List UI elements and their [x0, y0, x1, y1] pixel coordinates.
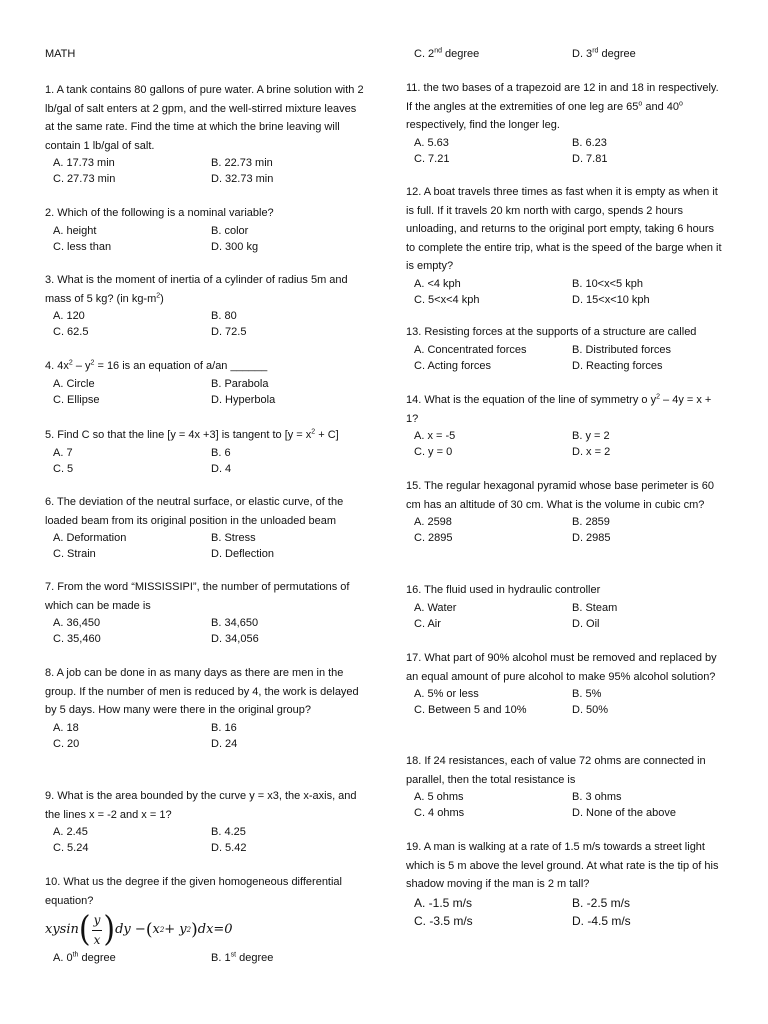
option-b[interactable]: B. 22.73 min	[211, 157, 273, 169]
option-d[interactable]: D. -4.5 m/s	[572, 913, 631, 928]
option-c[interactable]: C. 7.21	[414, 152, 450, 165]
option-d[interactable]: D. Oil	[572, 617, 600, 630]
option-b[interactable]: B. 5%	[572, 688, 602, 700]
question-1	[45, 81, 365, 187]
option-c[interactable]: C. 5	[53, 462, 74, 475]
option-a[interactable]: A. 5% or less	[414, 688, 479, 700]
option-a[interactable]: A. Deformation	[53, 532, 127, 544]
question-8-options	[45, 720, 365, 752]
question-9-options	[45, 824, 365, 856]
option-a[interactable]: A. 5 ohms	[414, 791, 464, 803]
option-d[interactable]: D. 34,056	[211, 633, 259, 645]
question-15-options	[406, 514, 726, 546]
question-10-continued	[406, 46, 726, 62]
question-19-stem: 19. A man is walking at a rate of 1.5 m/s towards a street light which is 5 m above the level ground. At what rate is the tip of his shadow moving if the man is 2 m tall?	[406, 841, 719, 890]
option-c[interactable]: C. y = 0	[414, 446, 453, 458]
question-8	[45, 664, 365, 752]
question-2	[45, 204, 365, 255]
page-heading: MATH	[45, 48, 76, 60]
question-3-options	[45, 308, 365, 340]
option-c[interactable]: C. 62.5	[53, 326, 89, 338]
option-d[interactable]: D. 4	[211, 462, 232, 475]
option-b[interactable]: B. 1st degree	[211, 951, 274, 964]
option-c[interactable]: C. Ellipse	[53, 393, 100, 406]
question-15-stem: 15. The regular hexagonal pyramid whose base perimeter is 60 cm has an altitude of 30 cm. What is the volume in cubic cm?	[406, 480, 714, 511]
option-c[interactable]: C. 4 ohms	[414, 807, 465, 819]
question-6-stem: 6. The deviation of the neutral surface, or elastic curve, of the loaded beam from its original position in the unloaded beam	[45, 496, 344, 527]
question-17-stem: 17. What part of 90% alcohol must be removed and replaced by an equal amount of pure alcohol to make 95% alcohol solution?	[406, 652, 717, 683]
question-17	[406, 649, 726, 718]
option-a[interactable]: A. 18	[53, 721, 79, 734]
option-b[interactable]: B. Parabola	[211, 377, 269, 390]
question-8-stem: 8. A job can be done in as many days as there are men in the group. If the number of men is reduced by 4, the work is delayed by 5 days. How many were there in the original group?	[45, 667, 359, 716]
question-9	[45, 787, 365, 856]
option-c[interactable]: C. 5.24	[53, 842, 89, 854]
option-a[interactable]: A. Circle	[53, 377, 95, 390]
option-a[interactable]: A. <4 kph	[414, 277, 461, 290]
option-b[interactable]: B. 10<x<5 kph	[572, 277, 643, 290]
option-d[interactable]: D. 7.81	[572, 152, 608, 165]
option-d[interactable]: D. 32.73 min	[211, 173, 274, 185]
option-a[interactable]: A. 2.45	[53, 826, 88, 838]
option-d[interactable]: D. 15<x<10 kph	[572, 293, 650, 306]
question-4-stem: 4. $4x^2 - y^2 = 16$ is an equation of a/an ______	[45, 359, 268, 372]
option-c[interactable]: C. Air	[414, 617, 441, 630]
option-d[interactable]: D. 50%	[572, 704, 609, 716]
question-14-options	[406, 428, 726, 460]
question-14-stem: 14. What is the equation of the line of symmetry o $y^2 - 4y = x + 1$?	[406, 393, 712, 425]
question-12-options	[406, 276, 726, 308]
question-3-stem: 3. What is the moment of inertia of a cylinder of radius 5m and mass of 5 kg? (in $kg-m^2$)	[45, 274, 348, 305]
option-d[interactable]: D. 2985	[572, 532, 611, 544]
question-11-options	[406, 135, 726, 167]
question-7-stem: 7. From the word “MISSISSIPI”, the number of permutations of which can be made is	[45, 581, 350, 612]
question-6-options	[45, 530, 365, 562]
question-5-stem: 5. Find C so that the line [y = 4x +3] is tangent to $[y = x^2 + C]$	[45, 428, 339, 441]
option-b[interactable]: B. 6	[211, 446, 231, 459]
option-d[interactable]: D. None of the above	[572, 807, 676, 819]
option-b[interactable]: B. 34,650	[211, 617, 259, 629]
option-c[interactable]: C. Acting forces	[414, 359, 492, 372]
question-10-options-cd	[406, 46, 726, 62]
question-16	[406, 581, 726, 632]
question-1-stem: 1. A tank contains 80 gallons of pure water. A brine solution with 2 lb/gal of salt enters at 2 gpm, and the well-stirred mixture leaves at the same rate. Find the time at which the brine leaving will contain 1 lb/gal of salt.	[45, 84, 364, 152]
question-10-options-ab	[45, 950, 365, 966]
option-a[interactable]: A. Water	[414, 601, 457, 614]
option-a[interactable]: A. Concentrated forces	[414, 343, 527, 356]
option-d[interactable]: D. 300 kg	[211, 240, 259, 253]
question-12-stem: 12. A boat travels three times as fast when it is empty as when it is full. If it travels 20 km north with cargo, spends 2 hours unloading, and returns to the original port empty, taking 6 hours to complete the entire trip, what is the speed of the barge when it is empty?	[406, 186, 722, 272]
question-19-options	[406, 894, 726, 930]
question-10	[45, 873, 365, 966]
option-d[interactable]: D. Deflection	[211, 548, 274, 560]
question-18-stem: 18. If 24 resistances, each of value 72 ohms are connected in parallel, then the total resistance is	[406, 755, 706, 786]
question-13	[406, 323, 726, 374]
question-18	[406, 752, 726, 821]
option-b[interactable]: B. -2.5 m/s	[572, 895, 631, 910]
option-c[interactable]: C. 20	[53, 737, 80, 750]
question-12	[406, 183, 726, 308]
option-b[interactable]: B. 2859	[572, 516, 610, 528]
option-b[interactable]: B. Stress	[211, 532, 256, 544]
option-b[interactable]: B. 3 ohms	[572, 791, 622, 803]
question-19	[406, 838, 726, 930]
option-c[interactable]: C. 5<x<4 kph	[414, 293, 480, 306]
option-b[interactable]: B. Distributed forces	[572, 343, 672, 356]
question-13-options	[406, 342, 726, 374]
question-4	[45, 357, 365, 408]
option-d[interactable]: D. 24	[211, 737, 238, 750]
option-c[interactable]: C. 27.73 min	[53, 173, 116, 185]
option-a[interactable]: A. 7	[53, 446, 73, 459]
question-2-stem: 2. Which of the following is a nominal variable?	[45, 207, 274, 219]
option-a[interactable]: A. 5.63	[414, 136, 449, 149]
option-a[interactable]: A. x = -5	[414, 430, 456, 442]
option-a[interactable]: A. 17.73 min	[53, 157, 115, 169]
question-11	[406, 79, 726, 167]
option-c[interactable]: C. 2nd degree	[414, 47, 480, 60]
option-d[interactable]: D. 72.5	[211, 326, 247, 338]
option-a[interactable]: A. 0th degree	[53, 951, 116, 964]
question-6	[45, 493, 365, 562]
option-b[interactable]: B. 80	[211, 310, 237, 322]
question-11-stem: 11. the two bases of a trapezoid are 12 in and 18 in respectively. If the angles at the extremities of one leg are 65$^o$ and 40$^o$ respectively, find the longer leg.	[406, 82, 719, 131]
option-a[interactable]: A. 2598	[414, 516, 452, 528]
question-4-options	[45, 376, 365, 408]
question-13-stem: 13. Resisting forces at the supports of a structure are called	[406, 326, 697, 338]
option-c[interactable]: C. 2895	[414, 532, 453, 544]
option-d[interactable]: D. 5.42	[211, 842, 247, 854]
option-b[interactable]: B. 4.25	[211, 826, 246, 838]
option-d[interactable]: D. 3rd degree	[572, 47, 636, 60]
option-c[interactable]: C. 35,460	[53, 633, 101, 645]
option-b[interactable]: B. color	[211, 224, 249, 237]
option-a[interactable]: A. 120	[53, 310, 85, 322]
question-7	[45, 578, 365, 647]
question-16-stem: 16. The fluid used in hydraulic controller	[406, 584, 601, 596]
option-b[interactable]: B. y = 2	[572, 430, 610, 442]
question-16-options	[406, 600, 726, 632]
option-c[interactable]: C. -3.5 m/s	[414, 913, 473, 928]
question-5-options	[45, 445, 365, 477]
option-b[interactable]: B. 16	[211, 721, 237, 734]
question-5	[45, 426, 365, 477]
question-10-stem: 10. What us the degree if the given homogeneous differential equation?	[45, 876, 342, 907]
option-b[interactable]: B. 6.23	[572, 136, 607, 149]
option-d[interactable]: D. Reacting forces	[572, 359, 663, 372]
question-17-options	[406, 686, 726, 718]
option-c[interactable]: C. less than	[53, 240, 112, 253]
question-9-stem: 9. What is the area bounded by the curve y = x3, the x-axis, and the lines x = -2 and x = 1?	[45, 790, 357, 821]
question-14	[406, 391, 726, 460]
option-a[interactable]: A. 36,450	[53, 617, 101, 629]
option-c[interactable]: C. Between 5 and 10%	[414, 704, 527, 716]
option-a[interactable]: A. height	[53, 224, 97, 237]
question-7-options	[45, 615, 365, 647]
question-15	[406, 477, 726, 546]
question-18-options	[406, 789, 726, 821]
option-d[interactable]: D. x = 2	[572, 446, 611, 458]
option-c[interactable]: C. Strain	[53, 548, 96, 560]
option-b[interactable]: B. Steam	[572, 601, 618, 614]
option-a[interactable]: A. -1.5 m/s	[414, 895, 473, 910]
differential-equation: xysin ( $\frac{y}{x}$ ) dy − ( x 2 + y 2 ) dx=0	[45, 909, 233, 950]
question-3	[45, 271, 365, 340]
option-d[interactable]: D. Hyperbola	[211, 393, 276, 406]
question-1-options	[45, 155, 365, 187]
question-2-options	[45, 223, 365, 255]
